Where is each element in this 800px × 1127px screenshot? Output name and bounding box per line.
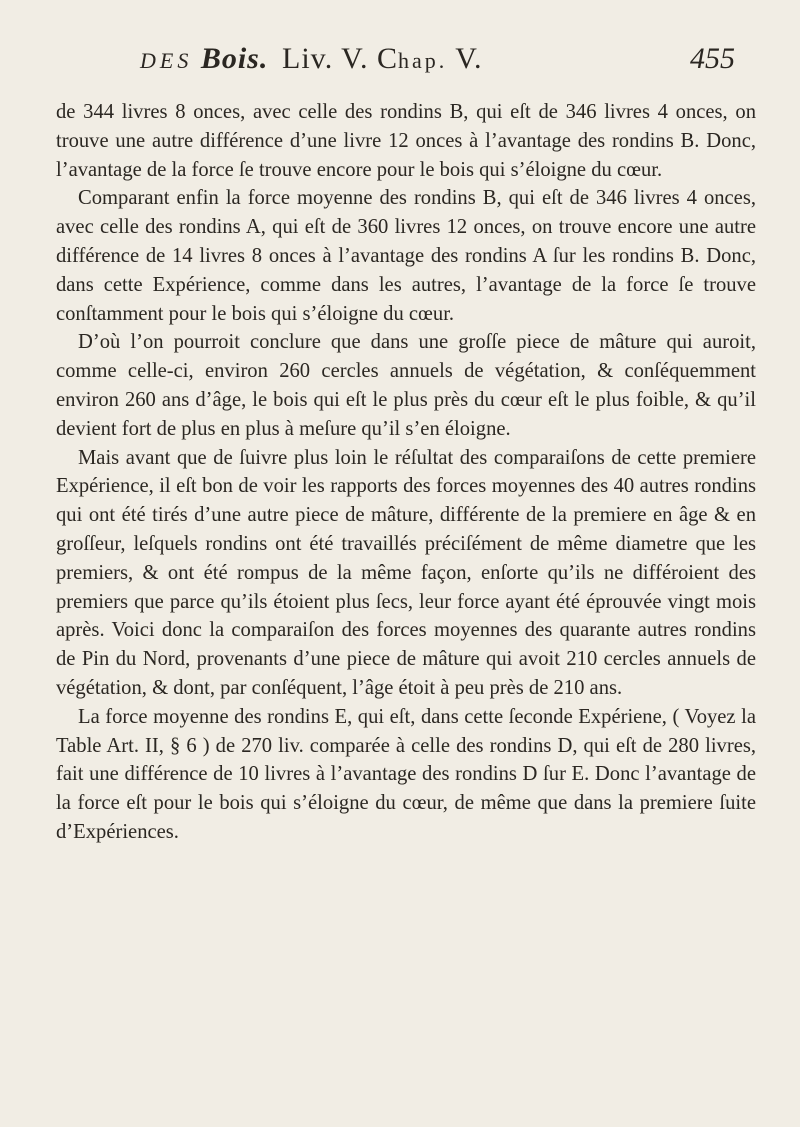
running-head-book-chapter bbox=[282, 42, 483, 76]
paragraph: Comparant enfin la force moyenne des rondins B, qui eſt de 346 livres 4 onces, avec celle des rondins A, qui eſt de 360 livres 12 onces, on trouve encore une autre différence de 14 livres 8 onces à l’avantage des rondins A ſur les rondins B. Donc, dans cette Expérience, comme dans les autres, l’avantage de la force ſe trouve conſtamment pour le bois qui s’éloigne du cœur. bbox=[56, 187, 756, 325]
paragraph: de 344 livres 8 onces, avec celle des rondins B, qui eſt de 346 livres 4 onces, on trouve une autre différence d’une livre 12 onces à l’avantage des rondins B. Donc, l’avantage de la force ſe trouve encore pour le bois qui s’éloigne du cœur. bbox=[56, 101, 756, 181]
body-text bbox=[56, 98, 756, 847]
running-head-book-chapter-part2: hap. bbox=[397, 48, 448, 73]
running-head-section-title: Bois. bbox=[200, 42, 269, 75]
running-head-section-prefix: DES bbox=[140, 48, 193, 73]
page-number: 455 bbox=[690, 42, 735, 75]
running-head-section bbox=[140, 42, 268, 76]
running-head-book-chapter-part3: V. bbox=[447, 42, 483, 75]
paragraph: La force moyenne des rondins E, qui eſt, dans cette ſeconde Expériene, ( Voyez la Table Art. II, § 6 ) de 270 liv. comparée à celle des rondins D, qui eſt de 280 livres, fait une différence de 10 livres à l’avantage des rondins D ſur E. Donc l’avantage de la force eſt pour le bois qui s’éloigne du cœur, de même que dans la premiere ſuite d’Expériences. bbox=[56, 705, 756, 843]
paragraph: D’où l’on pourroit conclure que dans une groſſe piece de mâture qui auroit, comme celle-ci, environ 260 cercles annuels de végétation, & conſéquemment environ 260 ans d’âge, le bois qui eſt le plus près du cœur eſt le plus foible, & qu’il devient fort de plus en plus à meſure qu’il s’en éloigne. bbox=[56, 331, 756, 440]
running-head-book-chapter-part1: Liv. V. C bbox=[282, 42, 398, 75]
paragraph: Mais avant que de ſuivre plus loin le réſultat des comparaiſons de cette premiere Expérience, il eſt bon de voir les rapports des forces moyennes des 40 autres rondins qui ont été tirés d’une autre piece de mâture, différente de la premiere en âge & en groſſeur, leſquels rondins ont été travaillés préciſément de même diametre que les premiers, & ont été rompus de la même façon, enſorte qu’ils ne différoient des premiers que parce qu’ils étoient plus ſecs, leur force ayant été éprouvée vingt mois après. Voici donc la comparaiſon des forces moyennes des quarante autres rondins de Pin du Nord, provenants d’une piece de mâture qui avoit 210 cercles annuels de végétation, & dont, par conſéquent, l’âge étoit à peu près de 210 ans. bbox=[56, 446, 756, 699]
running-head bbox=[0, 42, 800, 82]
